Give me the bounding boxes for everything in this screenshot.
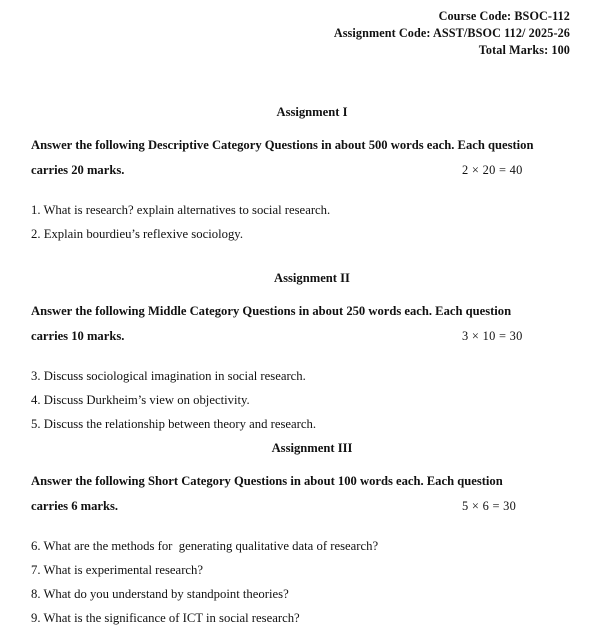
- section-title-assignment-3: Assignment III: [271, 441, 353, 455]
- question-list-assignment-3: [0, 534, 600, 630]
- list-item: 3. Discuss sociological imagination in social research.: [31, 369, 306, 383]
- instruction-text-1: Answer the following Descriptive Category Questions in about 500 words each. Each question carries 20 marks.: [31, 138, 534, 177]
- list-item: 9. What is the significance of ICT in social research?: [31, 611, 300, 625]
- list-item: 5. Discuss the relationship between theory and research.: [31, 417, 317, 431]
- marks-breakdown-1: 2 × 20 = 40: [462, 163, 523, 177]
- section-instruction-assignment-2: [0, 299, 600, 349]
- list-item: 8. What do you understand by standpoint theories?: [31, 587, 289, 601]
- section-instruction-assignment-3: [0, 469, 600, 519]
- instruction-text-2: Answer the following Middle Category Questions in about 250 words each. Each question carries 10 marks.: [31, 304, 512, 343]
- question-list-assignment-2: [0, 364, 600, 436]
- assignment-section-2: [0, 270, 600, 436]
- list-item: 4. Discuss Durkheim’s view on objectivity.: [31, 393, 250, 407]
- document-header: [334, 8, 570, 59]
- list-item: 1. What is research? explain alternatives to social research.: [31, 203, 331, 217]
- course-code-line: Course Code: BSOC-112: [438, 9, 570, 23]
- assignment-code-line: Assignment Code: ASST/BSOC 112/ 2025-26: [333, 26, 570, 40]
- list-item: 7. What is experimental research?: [31, 563, 204, 577]
- total-marks-line: Total Marks: 100: [478, 43, 570, 57]
- list-item: 6. What are the methods for generating qualitative data of research?: [31, 539, 379, 553]
- section-title-assignment-1: Assignment I: [276, 105, 348, 119]
- assignment-section-3: [0, 440, 600, 630]
- marks-breakdown-3: 5 × 6 = 30: [462, 499, 517, 513]
- assignment-section-1: [0, 104, 600, 246]
- section-instruction-assignment-1: [0, 133, 600, 183]
- marks-breakdown-2: 3 × 10 = 30: [462, 329, 523, 343]
- list-item: 2. Explain bourdieu’s reflexive sociology.: [31, 227, 243, 241]
- question-list-assignment-1: [0, 198, 600, 246]
- section-title-assignment-2: Assignment II: [274, 271, 350, 285]
- instruction-text-3: Answer the following Short Category Questions in about 100 words each. Each question carries 6 marks.: [31, 474, 503, 513]
